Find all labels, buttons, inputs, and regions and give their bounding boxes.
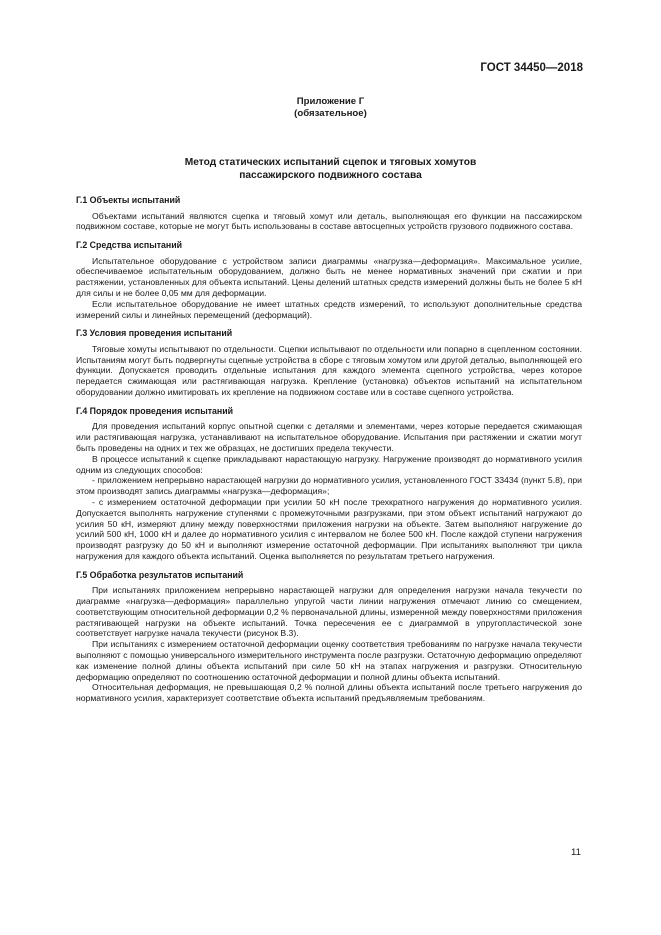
section-heading: Г.3 Условия проведения испытаний (76, 328, 233, 339)
paragraph: В процессе испытаний к сцепке прикладывают нарастающую нагрузку. Нагружение производят до нормативного усилия одним из следующих способов: (76, 453, 582, 475)
title-line-2: пассажирского подвижного состава (239, 170, 422, 181)
page-number: 11 (571, 847, 581, 858)
appendix-heading (0, 96, 661, 120)
section-procedure (76, 406, 582, 562)
paragraph: При испытаниях приложением непрерывно нарастающей нагрузки для определения нагрузки начала текучести по диаграмме «нагрузка—деформация» параллельно упругой части линии нагружения отмечают линию со смещением, соответствующим относительной деформации 0,2 % первоначальной длины, измеренной между поверхностями приложения растягивающей нагрузки на объекте испытаний. Точка пересечения ее с диаграммой в упругопластической зоне соответствует нагрузке начала текучести (рисунок В.3). (76, 585, 582, 639)
paragraph: Если испытательное оборудование не имеет штатных средств измерений, то используют дополнительные средства измерений силы и линейных перемещений (деформаций). (76, 298, 582, 320)
paragraph: Объектами испытаний являются сцепка и тяговый хомут или деталь, выполняющая его функции на пассажирском подвижном составе, которые не могут быть использованы в составе автосцепных устройств грузового подвижного состава. (76, 210, 582, 232)
section-means (76, 240, 582, 320)
paragraph: Тяговые хомуты испытывают по отдельности. Сцепки испытывают по отдельности или попарно в сцепленном состоянии. Испытаниям могут быть подвергнуты сцепные устройства в сборе с тяговым хомутом или другой деталью, выполняющей его функции. Допускается проводить отдельные испытания для каждого элемента сцепного устройства, через которое передается сжимающая или растягивающая нагрузка. Крепление (установка) объектов испытаний на испытательном оборудовании должно имитировать их крепление на подвижном составе или в составе сцепного устройства. (76, 343, 582, 398)
section-results (76, 570, 582, 704)
section-objects (76, 195, 582, 232)
appendix-status: (обязательное) (294, 108, 367, 119)
paragraph: Для проведения испытаний корпус опытной сцепки с деталями и элементами, через которые передается сжимающая или растягивающая нагрузка, устанавливают на испытательное оборудование. Испытания при растяжении и сжатии могут быть проведены на одних и тех же образцах, не достигших предела текучести. (76, 421, 582, 453)
paragraph: - приложением непрерывно нарастающей нагрузки до нормативного усилия, установленного ГОСТ 33434 (пункт 5.8), при этом производят запись диаграммы «нагрузка—деформация»; (76, 475, 582, 497)
section-heading: Г.4 Порядок проведения испытаний (76, 405, 234, 416)
paragraph: Испытательное оборудование с устройством записи диаграммы «нагрузка—деформация». Максимальное усилие, обеспечиваемое испытательным оборудованием, должно быть не менее нормативных значений при сжатии и при растяжении, установленных для объекта испытаний. Цены делений штатных средств измерений должны быть не более 5 кН для силы и не более 0,05 мм для деформации. (76, 255, 582, 298)
section-heading: Г.2 Средства испытаний (76, 240, 183, 251)
title-line-1: Метод статических испытаний сцепок и тяговых хомутов (184, 157, 477, 168)
standard-number: ГОСТ 34450—2018 (480, 62, 583, 74)
paragraph: Относительная деформация, не превышающая 0,2 % полной длины объекта испытаний после третьего нагружения до нормативного усилия, характеризует соответствие объекта испытаний предъявляемым требованиям. (76, 682, 582, 704)
appendix-label: Приложение Г (296, 96, 365, 107)
section-heading: Г.5 Обработка результатов испытаний (76, 569, 244, 580)
section-heading: Г.1 Объекты испытаний (76, 195, 181, 205)
paragraph: При испытаниях с измерением остаточной деформации оценку соответствия требованиям по нагрузке начала текучести выполняют с помощью универсального измерительного инструмента после разгрузки. Остаточную деформацию определяют как изменение полной длины объекта испытаний при силе 50 кН на этапах нагружения и разгрузки. Относительную деформацию определяют по соотношению остаточной деформации и полной длины объекта испытаний. (76, 639, 582, 682)
section-conditions (76, 328, 582, 397)
document-body (76, 195, 582, 712)
document-title (0, 156, 661, 182)
paragraph: - с измерением остаточной деформации при усилии 50 кН после трехкратного нагружения до нормативного усилия. Допускается выполнять нагружение ступенями с промежуточными разгрузками, при этом объект испытаний нагружают до усилия 50 кН, измеряют длину между поверхностями приложения нагрузки на объекте. Затем выполняют нагружение до усилий 500 кН, 1000 кН и далее до нормативного усилия с интервалом не более 500 кН. После каждой ступени нагружения производят разгрузку до 50 кН и выполняют измерение остаточной деформации. При испытаниях выполняют три цикла нагружения для каждого объекта испытаний. Оценка выполняется по результатам третьего нагружения. (76, 496, 582, 561)
